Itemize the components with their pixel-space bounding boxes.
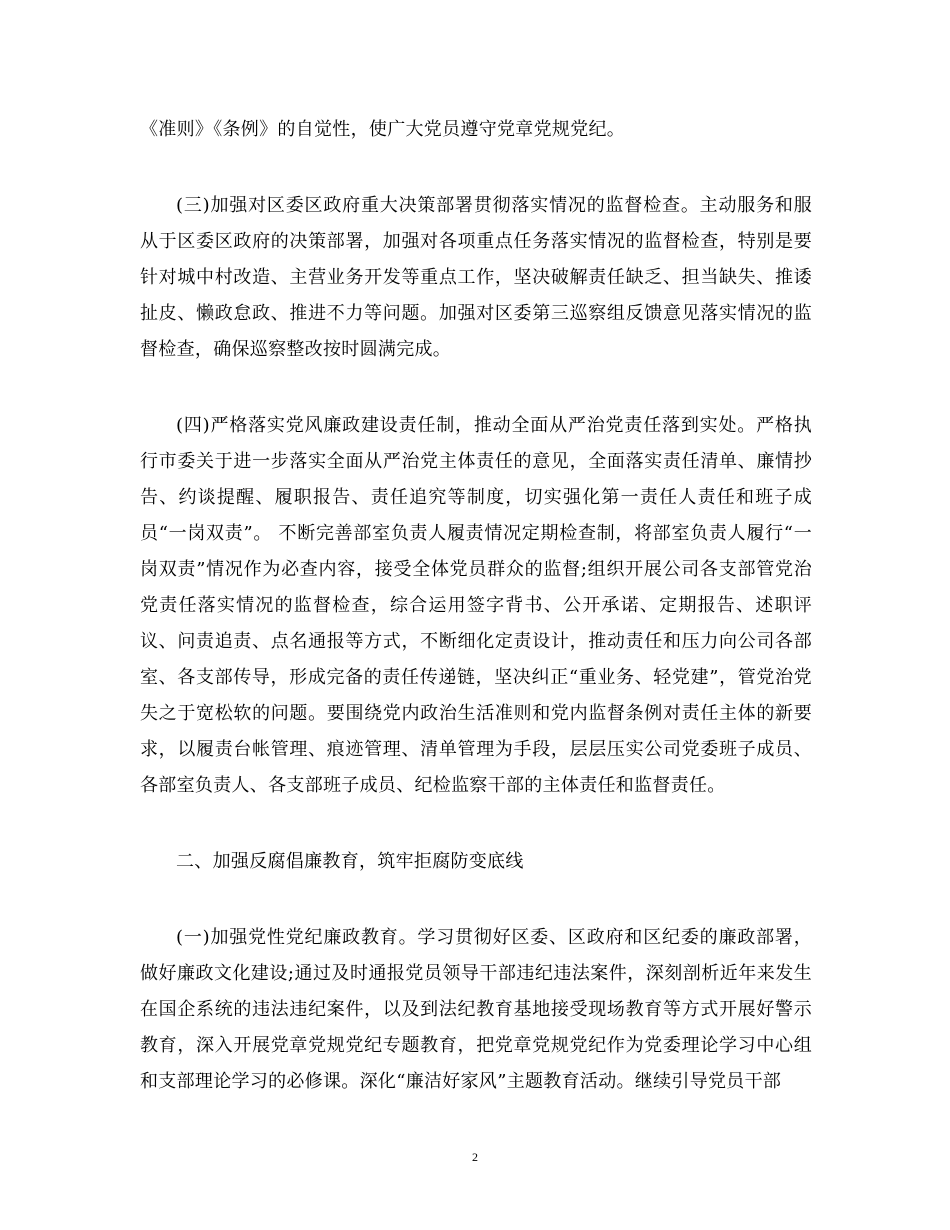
paragraph-section-4: (四)严格落实党风廉政建设责任制，推动全面从严治党责任落到实处。严格执行市委关于进一步落实全面从严治党主体责任的意见，全面落实责任清单、廉情抄告、约谈提醒、履职报告、责任追究等制度，切实强化第一责任人责任和班子成员“一岗双责”。 不断完善部室负责人履责情况定期检查制，将部室负责人履行“一岗双责”情况作为必查内容，接受全体党员群众的监督;组织开展公司各支部管党治党责任落实情况的监督检查，综合运用签字背书、公开承诺、定期报告、述职评议、问责追责、点名通报等方式，不断细化定责设计，推动责任和压力向公司各部室、各支部传导，形成完备的责任传递链，坚决纠正“重业务、轻党建”，管党治党失之于宽松软的问题。要围绕党内政治生活准则和党内监督条例对责任主体的新要求，以履责台帐管理、痕迹管理、清单管理为手段，层层压实公司党委班子成员、各部室负责人、各支部班子成员、纪检监察干部的主体责任和监督责任。 [140, 415, 812, 796]
document-body [140, 112, 812, 1140]
page-number: 2 [472, 1150, 478, 1164]
paragraph-section-3: (三)加强对区委区政府重大决策部署贯彻落实情况的监督检查。主动服务和服从于区委区政府的决策部署，加强对各项重点任务落实情况的监督检查，特别是要针对城中村改造、主营业务开发等重点工作，坚决破解责任缺乏、担当缺失、推诿扯皮、懒政怠政、推进不力等问题。加强对区委第三巡察组反馈意见落实情况的监督检查，确保巡察整改按时圆满完成。 [140, 195, 812, 360]
paragraph-section-2-1: (一)加强党性党纪廉政教育。学习贯彻好区委、区政府和区纪委的廉政部署，做好廉政文化建设;通过及时通报党员领导干部违纪违法案件，深刻剖析近年来发生在国企系统的违法违纪案件，以及到法纪教育基地接受现场教育等方式开展好警示教育，深入开展党章党规党纪专题教育，把党章党规党纪作为党委理论学习中心组和支部理论学习的必修课。深化“廉洁好家风”主题教育活动。继续引导党员干部 [140, 927, 812, 1092]
section-heading-2: 二、加强反腐倡廉教育，筑牢拒腐防变底线 [176, 851, 524, 872]
paragraph-continuation: 《准则》《条例》的自觉性，使广大党员遵守党章党规党纪。 [140, 119, 626, 140]
